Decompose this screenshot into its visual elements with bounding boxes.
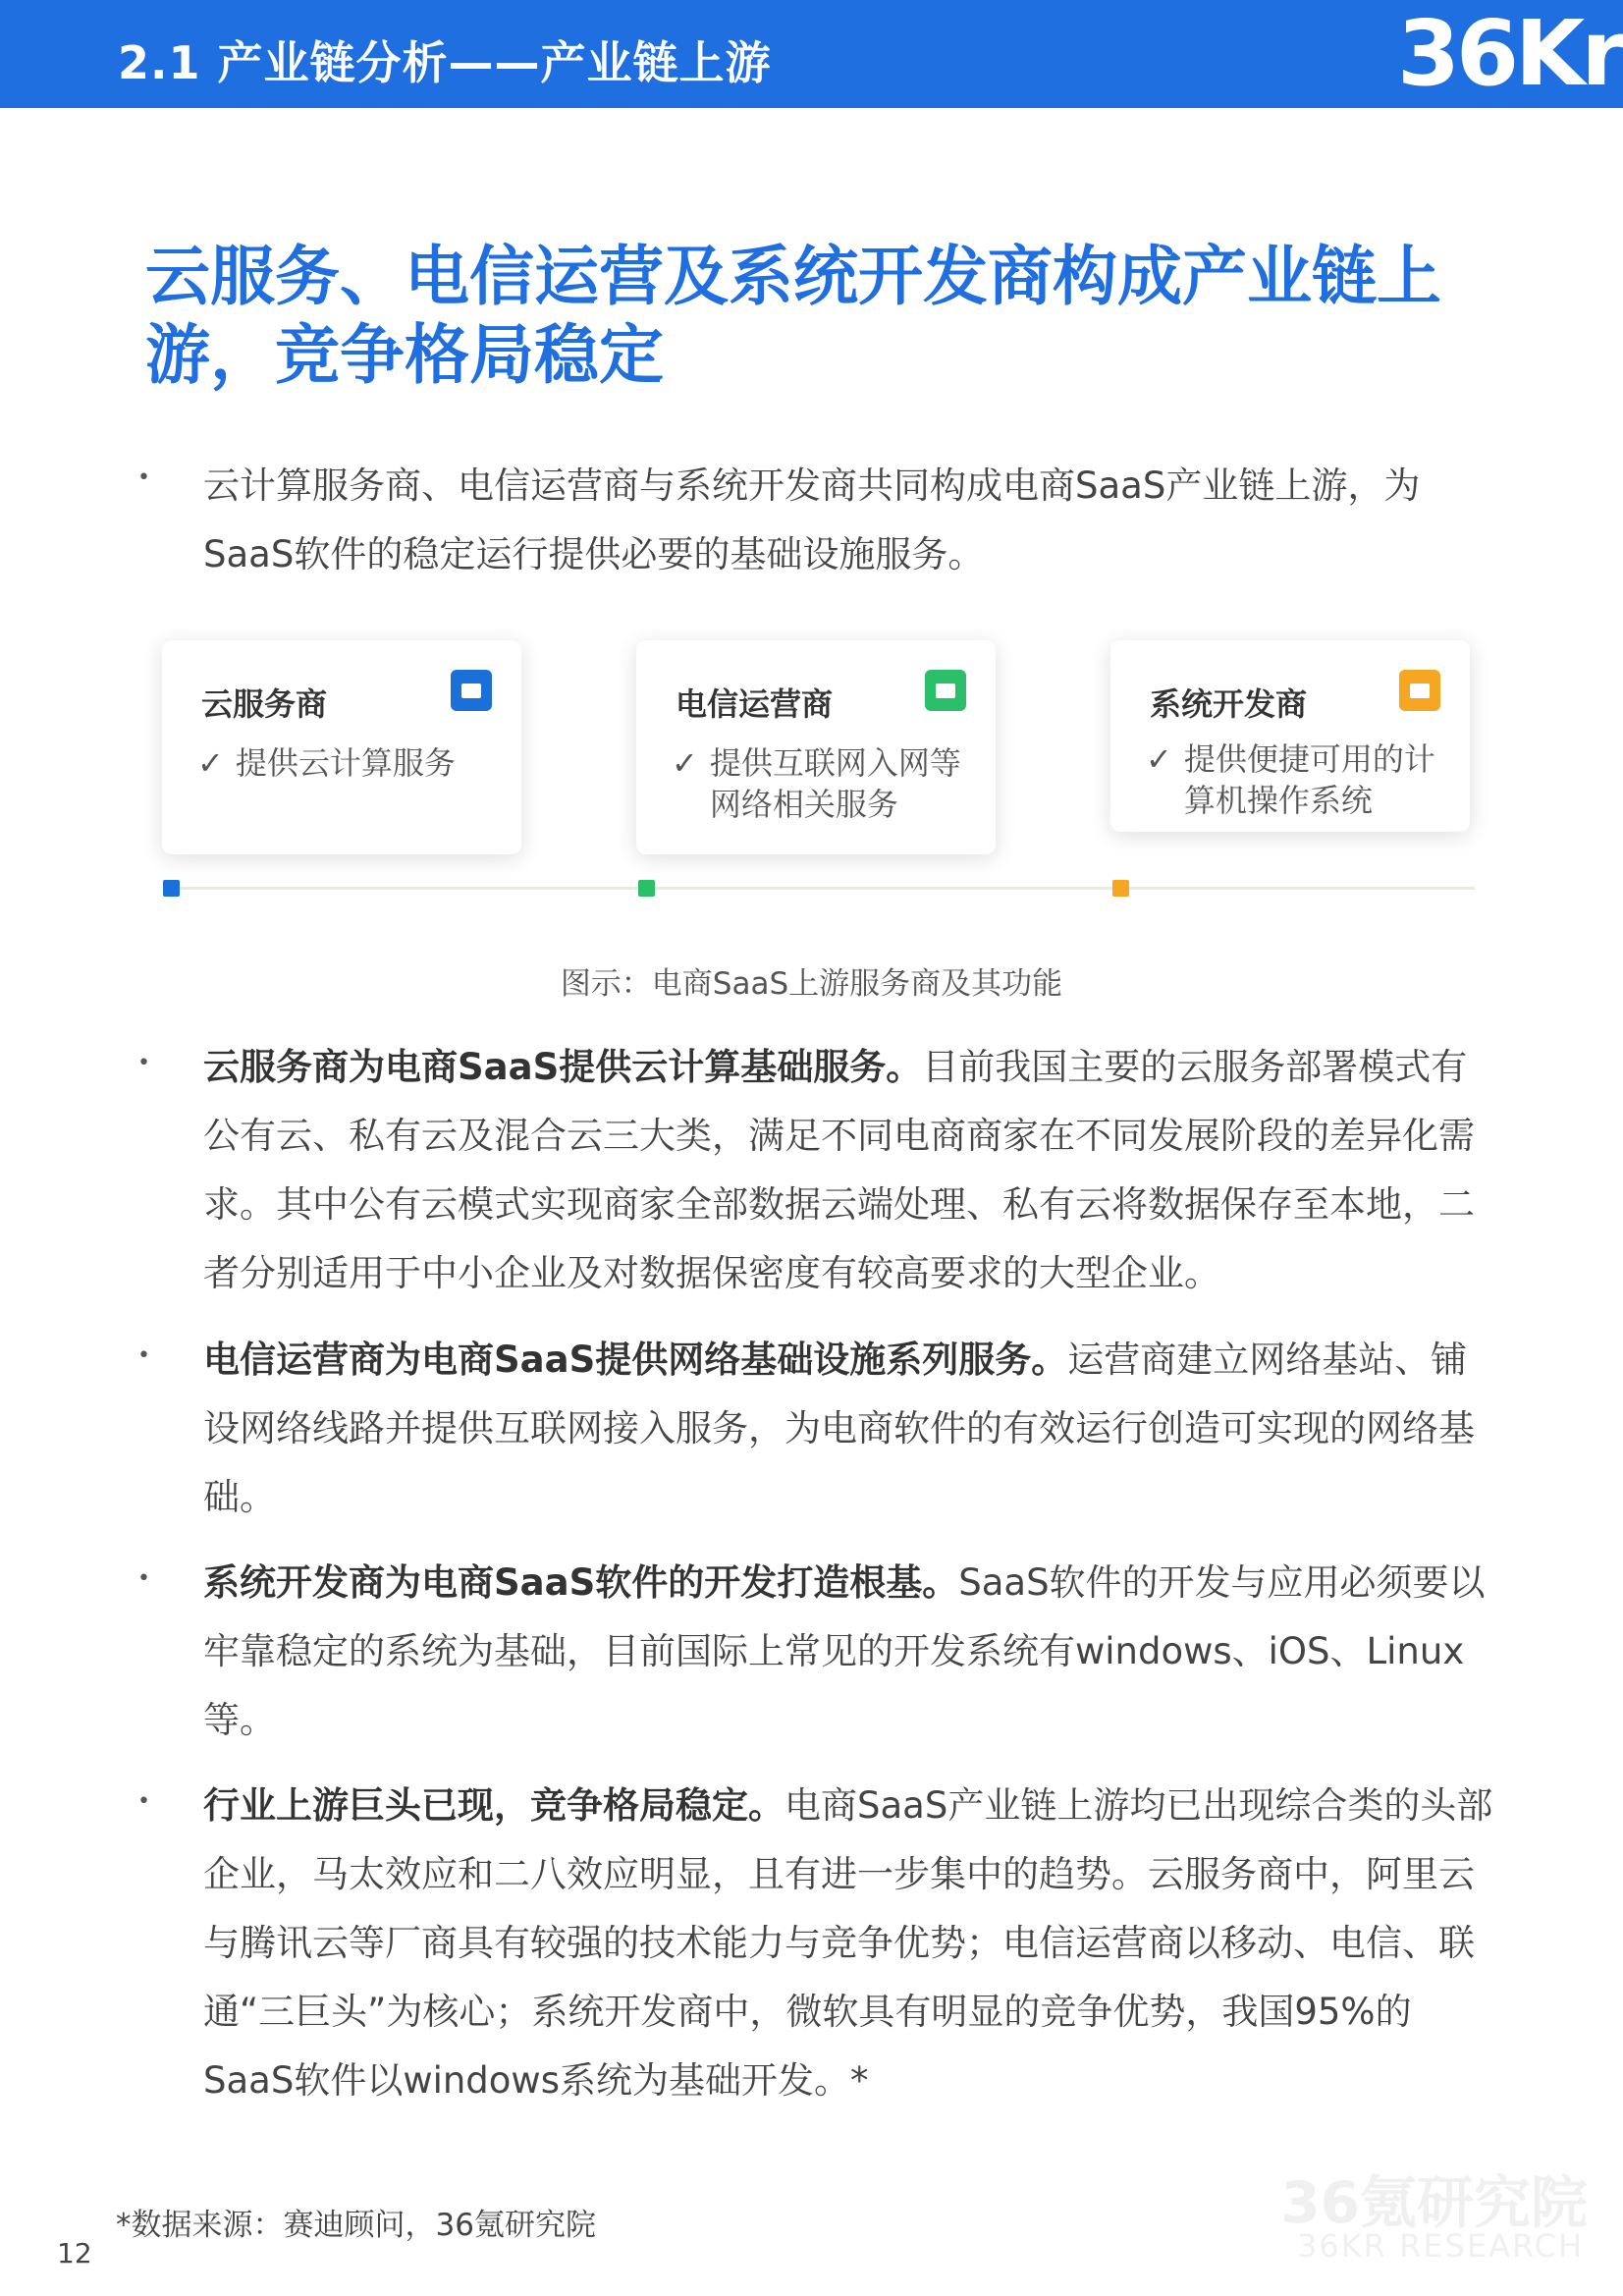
check-icon: ✓ xyxy=(672,744,698,782)
image-icon xyxy=(451,670,492,711)
timeline-dot-green xyxy=(638,880,655,897)
source-footnote: *数据来源：赛迪顾问，36氪研究院 xyxy=(116,2208,596,2243)
point-telecom xyxy=(203,1326,1495,1532)
timeline-dot-orange xyxy=(1112,880,1129,897)
point-body: 运营商建立网络基站、铺设网络线路并提供互联网接入服务，为电商软件的有效运行创造可实现的网络基础。 xyxy=(203,1339,1475,1518)
section-title: 2.1 产业链分析——产业链上游 xyxy=(118,36,772,89)
bullet-marker: • xyxy=(137,1566,150,1591)
page-number: 12 xyxy=(57,2237,92,2269)
card-description xyxy=(1146,738,1450,821)
point-body: SaaS软件的开发与应用必须要以牢靠稳定的系统为基础，目前国际上常见的开发系统有windows、iOS、Linux等。 xyxy=(203,1561,1486,1741)
card-title: 电信运营商 xyxy=(676,685,834,723)
point-cloud-services xyxy=(203,1033,1495,1308)
card-cloud-provider xyxy=(162,640,521,854)
card-system-developer xyxy=(1110,640,1470,832)
point-system-dev xyxy=(203,1549,1495,1755)
point-heading: 行业上游巨头已现，竞争格局稳定。 xyxy=(203,1784,784,1827)
bullet-marker: • xyxy=(137,1343,150,1368)
card-description-text: 提供互联网入网等网络相关服务 xyxy=(709,744,961,823)
point-body: 目前我国主要的云服务部署模式有公有云、私有云及混合云三大类，满足不同电商商家在不同发展阶段的差异化需求。其中公有云模式实现商家全部数据云端处理、私有云将数据保存至本地，二者分别适用于中小企业及对数据保密度有较高要求的大型企业。 xyxy=(203,1046,1475,1294)
page-title: 云服务、电信运营及系统开发商构成产业链上游，竞争格局稳定 xyxy=(145,239,1441,393)
card-description-text: 提供便捷可用的计算机操作系统 xyxy=(1183,740,1435,819)
card-description xyxy=(197,742,502,784)
timeline-dot-blue xyxy=(163,880,180,897)
timeline-line xyxy=(169,887,1475,890)
point-heading: 云服务商为电商SaaS提供云计算基础服务。 xyxy=(203,1046,923,1088)
diagram-caption: 图示：电商SaaS上游服务商及其功能 xyxy=(560,966,1063,1002)
point-body: 电商SaaS产业链上游均已出现综合类的头部企业，马太效应和二八效应明显，且有进一步集中的趋势。云服务商中，阿里云与腾讯云等厂商具有较强的技术能力与竞争优势；电信运营商以移动、电信、联通“三巨头”为核心；系统开发商中，微软具有明显的竞争优势，我国95%的SaaS软件以windows系统为基础开发。* xyxy=(203,1784,1493,2102)
point-competition xyxy=(203,1772,1495,2115)
bullet-marker: • xyxy=(137,465,150,490)
header-bar xyxy=(0,0,1623,108)
card-description xyxy=(672,742,976,825)
card-title: 云服务商 xyxy=(201,685,328,723)
card-telecom-operator xyxy=(636,640,996,854)
printer-icon xyxy=(925,670,966,711)
card-description-text: 提供云计算服务 xyxy=(235,744,456,782)
check-icon: ✓ xyxy=(197,744,224,782)
card-title: 系统开发商 xyxy=(1150,685,1308,723)
point-heading: 系统开发商为电商SaaS软件的开发打造根基。 xyxy=(203,1561,959,1604)
watermark-cn: 36氪研究院 xyxy=(1280,2169,1588,2236)
bullet-marker: • xyxy=(137,1051,150,1075)
window-icon xyxy=(1399,670,1440,711)
check-icon: ✓ xyxy=(1146,740,1172,778)
watermark-en: 36KR RESEARCH xyxy=(1296,2227,1584,2265)
36kr-logo: 36Kr xyxy=(1397,1,1622,106)
bullet-marker: • xyxy=(137,1789,150,1814)
intro-paragraph: 云计算服务商、电信运营商与系统开发商共同构成电商SaaS产业链上游，为SaaS软件的稳定运行提供必要的基础设施服务。 xyxy=(203,465,1421,575)
point-heading: 电信运营商为电商SaaS提供网络基础设施系列服务。 xyxy=(203,1339,1068,1381)
